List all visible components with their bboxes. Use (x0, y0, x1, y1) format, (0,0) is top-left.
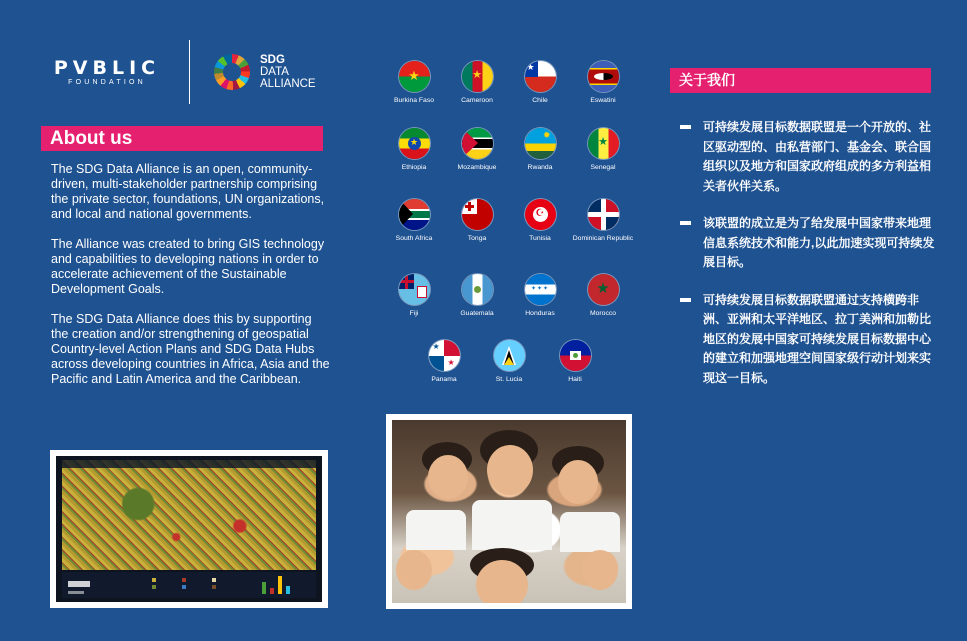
flag-item (508, 274, 572, 317)
legend-swatch (182, 578, 186, 582)
chile-flag-icon: ★ (525, 61, 556, 92)
flag-label: Guatemala (460, 310, 494, 317)
flag-label: Dominican Republic (572, 235, 634, 242)
sdg-data-alliance-logo (214, 54, 316, 90)
pvblic-foundation-logo (52, 58, 162, 86)
fiji-flag-icon (399, 274, 430, 305)
flag-item (382, 61, 446, 104)
gis-map-screenshot (50, 450, 328, 608)
bullet-dash-icon (680, 221, 691, 225)
flag-item (412, 340, 476, 383)
guatemala-flag-icon (462, 274, 493, 305)
about-paragraph-2: The Alliance was created to bring GIS technology and capabilities to developing nations in order to accelerate achievement of the Sustainable Development Goals. (51, 237, 325, 296)
list-item-text: 该联盟的成立是为了给发展中国家带来地理信息系统技术和能力,以此加速实现可持续发展目标。 (703, 216, 935, 269)
panama-flag-icon: ★ ★ (429, 340, 460, 371)
flag-label: Chile (532, 97, 548, 104)
morocco-flag-icon: ★ (588, 274, 619, 305)
about-us-title: About us (50, 128, 133, 149)
burkina-faso-flag-icon: ★ (399, 61, 430, 92)
senegal-flag-icon: ★ (588, 128, 619, 159)
rwanda-flag-icon: ✹ (525, 128, 556, 159)
tunisia-flag-icon: ☪ (525, 199, 556, 230)
flag-item (382, 128, 446, 171)
mozambique-flag-icon (462, 128, 493, 159)
flag-item (571, 61, 635, 104)
flag-item (445, 199, 509, 242)
flag-item (382, 199, 446, 242)
flag-label: Burkina Faso (393, 97, 435, 104)
tonga-flag-icon (462, 199, 493, 230)
flag-item (571, 199, 635, 242)
flag-label: St. Lucia (495, 376, 523, 383)
flag-label: Panama (431, 376, 457, 383)
pvblic-logo-text: PVBLIC (53, 57, 161, 79)
flag-item (571, 274, 635, 317)
sdg-logo-line2: DATA (260, 66, 289, 78)
map-legend-button (68, 581, 90, 587)
legend-swatch (212, 578, 216, 582)
flag-label: Ethiopia (401, 164, 427, 171)
sdg-logo-line1: SDG (260, 54, 285, 66)
sdg-logo-line3: ALLIANCE (260, 78, 316, 90)
list-item (680, 291, 935, 389)
flag-item (508, 61, 572, 104)
flag-label: Tonga (467, 235, 487, 242)
dominican-republic-flag-icon (588, 199, 619, 230)
about-us-heading-cn (670, 68, 931, 93)
legend-swatch (152, 585, 156, 589)
flag-item (477, 340, 541, 383)
flag-label: Tunisia (529, 235, 551, 242)
children-photo (386, 414, 632, 609)
about-paragraph-3: The SDG Data Alliance does this by supporting the creation and/or strengthening of geospatial Country-level Action Plans and SDG Data Hubs across developing countries in Africa, Asia and the Pacific and Latin America and the Caribbean. (51, 312, 330, 386)
about-paragraph-1: The SDG Data Alliance is an open, community-driven, multi-stakeholder partnership comprising the private sector, foundations, UN organizations, and local and national governments. (51, 162, 325, 221)
bullet-dash-icon (680, 298, 691, 302)
haiti-flag-icon (560, 340, 591, 371)
list-item (680, 214, 935, 273)
children-photo-image (392, 420, 626, 603)
pvblic-logo-subtext: FOUNDATION (68, 79, 146, 86)
legend-swatch (152, 578, 156, 582)
south-africa-flag-icon (399, 199, 430, 230)
list-item (680, 118, 935, 196)
flag-item (508, 199, 572, 242)
sdg-wheel-icon (214, 54, 250, 90)
flag-item (382, 274, 446, 317)
ethiopia-flag-icon: ★ (399, 128, 430, 159)
about-us-heading (41, 126, 323, 151)
sdg-logo-text (260, 54, 316, 90)
logo-divider (189, 40, 190, 104)
gis-map-legend (62, 572, 316, 598)
gis-map-header (62, 460, 316, 468)
flag-item (445, 61, 509, 104)
gis-map-terrain (62, 460, 316, 570)
cameroon-flag-icon: ★ (462, 61, 493, 92)
flag-label: Mozambique (457, 164, 497, 171)
flag-label: Senegal (590, 164, 616, 171)
legend-bar (278, 576, 282, 594)
flag-item (543, 340, 607, 383)
flag-label: Rwanda (527, 164, 553, 171)
legend-swatch (212, 585, 216, 589)
legend-swatch (182, 585, 186, 589)
honduras-flag-icon: ✦✦✦ (525, 274, 556, 305)
legend-bar (262, 582, 266, 594)
flag-item (571, 128, 635, 171)
flag-item (508, 128, 572, 171)
gis-map-screen (56, 456, 322, 602)
about-us-list-cn (680, 118, 935, 406)
flag-label: South Africa (395, 235, 433, 242)
bullet-dash-icon (680, 125, 691, 129)
flag-label: Cameroon (461, 97, 493, 104)
flag-item (445, 128, 509, 171)
legend-bar (270, 588, 274, 594)
list-item-text: 可持续发展目标数据联盟通过支持横跨非洲、亚洲和太平洋地区、拉丁美洲和加勒比地区的发展中国家可持续发展目标数据中心的建立和加强地理空间国家级行动计划来实现这一目标。 (703, 292, 932, 385)
flag-label: Honduras (525, 310, 555, 317)
flag-label: Eswatini (590, 97, 616, 104)
flag-label: Morocco (589, 310, 617, 317)
legend-bar (286, 586, 290, 594)
eswatini-flag-icon (588, 61, 619, 92)
flag-item (445, 274, 509, 317)
about-us-body (51, 162, 331, 402)
about-us-title-cn: 关于我们 (679, 72, 735, 88)
flag-label: Haiti (568, 376, 582, 383)
list-item-text: 可持续发展目标数据联盟是一个开放的、社区驱动型的、由私营部门、基金会、联合国组织以及地方和国家政府组成的多方利益相关者伙伴关系。 (703, 120, 932, 193)
map-legend-control (68, 591, 84, 594)
flag-label: Fiji (409, 310, 419, 317)
st-lucia-flag-icon (494, 340, 525, 371)
